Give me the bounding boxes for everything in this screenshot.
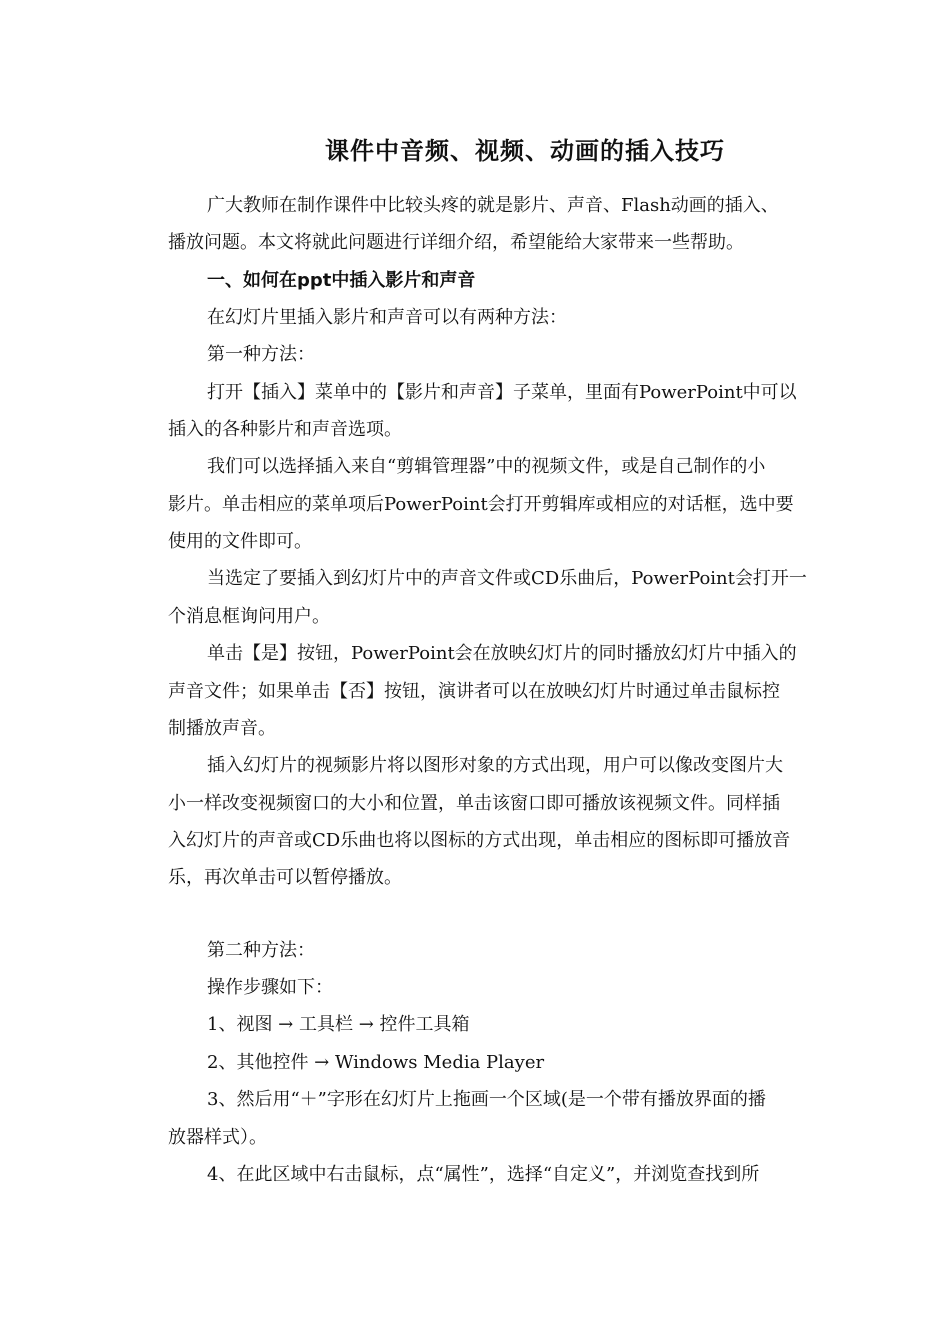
paragraph-line: 当选定了要插入到幻灯片中的声音文件或CD乐曲后，PowerPoint会打开一	[207, 568, 807, 589]
step-line: 1、视图 → 工具栏 → 控件工具箱	[207, 1014, 470, 1035]
section-heading: 一、如何在ppt中插入影片和声音	[207, 270, 476, 291]
step-line: 2、其他控件 → Windows Media Player	[207, 1052, 545, 1073]
step-line: 4、在此区域中右击鼠标，点“属性”，选择“自定义”，并浏览查找到所	[207, 1164, 760, 1185]
paragraph-line: 单击【是】按钮，PowerPoint会在放映幻灯片的同时播放幻灯片中插入的	[207, 643, 797, 664]
paragraph-line: 入幻灯片的声音或CD乐曲也将以图标的方式出现，单击相应的图标即可播放音	[168, 830, 791, 851]
paragraph-line: 插入幻灯片的视频影片将以图形对象的方式出现，用户可以像改变图片大	[207, 755, 783, 776]
paragraph-line: 插入的各种影片和声音选项。	[168, 419, 402, 440]
document-title: 课件中音频、视频、动画的插入技巧	[325, 137, 725, 165]
paragraph-line: 使用的文件即可。	[168, 531, 312, 552]
paragraph-line: 个消息框询问用户。	[168, 606, 330, 627]
method-heading: 第一种方法：	[207, 344, 315, 365]
paragraph-line: 我们可以选择插入来自“剪辑管理器”中的视频文件，或是自己制作的小	[207, 456, 766, 477]
paragraph-line: 在幻灯片里插入影片和声音可以有两种方法：	[207, 307, 567, 328]
paragraph-line: 制播放声音。	[168, 718, 276, 739]
paragraph-line: 小一样改变视频窗口的大小和位置，单击该窗口即可播放该视频文件。同样插	[168, 793, 780, 814]
paragraph-line: 广大教师在制作课件中比较头疼的就是影片、声音、Flash动画的插入、	[207, 195, 779, 216]
paragraph-line: 声音文件；如果单击【否】按钮，演讲者可以在放映幻灯片时通过单击鼠标控	[168, 681, 780, 702]
paragraph-line: 播放问题。本文将就此问题进行详细介绍，希望能给大家带来一些帮助。	[168, 232, 744, 253]
paragraph-line: 影片。单击相应的菜单项后PowerPoint会打开剪辑库或相应的对话框，选中要	[168, 494, 794, 515]
paragraph-line: 乐，再次单击可以暂停播放。	[168, 867, 402, 888]
method-heading: 第二种方法：	[207, 940, 315, 961]
step-line: 放器样式）。	[168, 1127, 267, 1148]
paragraph-line: 操作步骤如下：	[207, 977, 333, 998]
step-line: 3、然后用“＋”字形在幻灯片上拖画一个区域(是一个带有播放界面的播	[207, 1089, 766, 1110]
paragraph-line: 打开【插入】菜单中的【影片和声音】子菜单，里面有PowerPoint中可以	[207, 382, 797, 403]
